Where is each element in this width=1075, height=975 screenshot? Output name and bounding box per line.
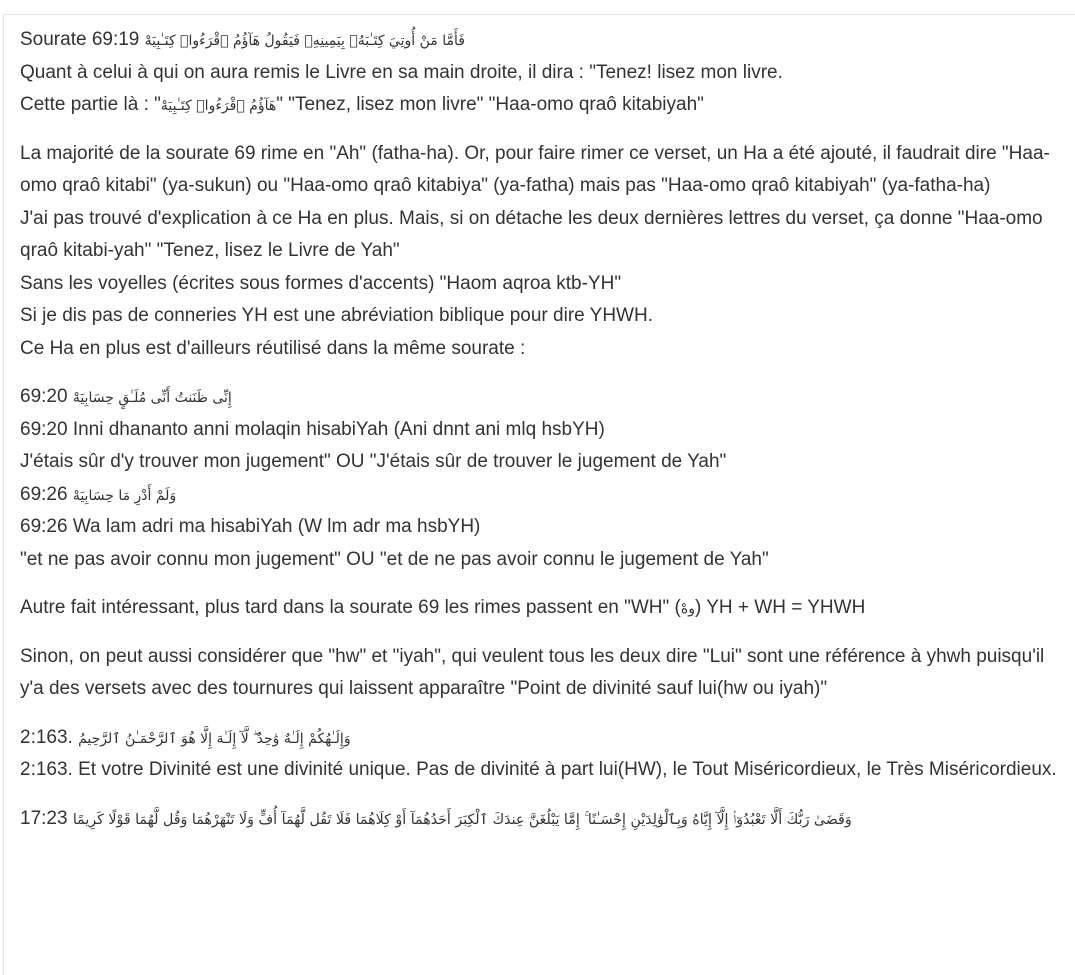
verse-reference: Sourate 69:19 bbox=[20, 29, 140, 50]
paragraph-verse-2-163 bbox=[20, 722, 1075, 787]
text-fragment: " "Tenez, lisez mon livre" "Haa-omo qraô kitabiyah" bbox=[276, 94, 704, 115]
paragraph-wh-rhyme bbox=[20, 592, 1075, 625]
text-line: Sinon, on peut aussi considérer que "hw" et "iyah", qui veulent tous les deux dire "Lui" sont une référence à yhwh puisqu'il y'a des versets avec des tournures qui laissent apparaître "Point de divinité sauf lui(hw ou iyah)" bbox=[20, 645, 1045, 699]
text-fragment: Cette partie là : " bbox=[20, 94, 161, 115]
arabic-fragment: وهْ bbox=[680, 601, 695, 617]
verse-line bbox=[20, 24, 1075, 57]
post-body bbox=[20, 24, 1075, 851]
text-line bbox=[20, 592, 1075, 625]
text-line: Si je dis pas de conneries YH est une abréviation biblique pour dire YHWH. bbox=[20, 305, 653, 326]
paragraph-verse-17-23 bbox=[20, 803, 1075, 836]
text-line: Sans les voyelles (écrites sous formes d'accents) "Haom aqroa ktb-YH" bbox=[20, 272, 622, 294]
verse-reference: 17:23 bbox=[20, 807, 68, 829]
text-line: 69:26 Wa lam adri ma hisabiYah (W lm adr ma hsbYH) bbox=[20, 516, 481, 537]
text-line: J'étais sûr d'y trouver mon jugement" OU "J'étais sûr de trouver le jugement de Yah" bbox=[20, 451, 727, 472]
verse-line bbox=[20, 803, 1075, 836]
text-line: La majorité de la sourate 69 rime en "Ah" (fatha-ha). Or, pour faire rimer ce verset, un Ha a été ajouté, il faudrait dire "Haa-omo qraô kitabi" (ya-sukun) ou "Haa-omo qraô kitabiya" (ya-fatha) mais pas "Haa-omo qraô kitabiyah" (ya-fatha-ha) bbox=[20, 142, 1050, 196]
arabic-fragment: هَآؤُمُ ٱقْرَءُوا۟ كِتَـٰبِيَهْ bbox=[160, 98, 277, 114]
paragraph-explanation bbox=[20, 138, 1075, 366]
text-fragment: Autre fait intéressant, plus tard dans la sourate 69 les rimes passent en "WH" ( bbox=[20, 597, 681, 618]
paragraph-verse-69-19 bbox=[20, 24, 1075, 122]
translation-line: Quant à celui à qui on aura remis le Livre en sa main droite, il dira : "Tenez! lisez mon livre. bbox=[20, 61, 783, 83]
arabic-verse: إِنِّى ظَنَنتُ أَنِّى مُلَـٰقٍ حِسَابِيَهْ bbox=[72, 390, 232, 406]
text-line: Ce Ha en plus est d'ailleurs réutilisé dans la même sourate : bbox=[20, 337, 526, 359]
paragraph-verses-69-20-26 bbox=[20, 381, 1075, 576]
arabic-verse: وَقَضَىٰ رَبُّكَ أَلَّا تَعْبُدُوٓا۟ إِلَّآ إِيَّاهُ وَبِٱلْوَٰلِدَيْنِ إِحْسَـٰنًا ۚ إِمَّا يَبْلُغَنَّ عِندَكَ ٱلْكِبَرَ أَحَدُهُمَآ أَوْ كِلَاهُمَا فَلَا تَقُل لَّهُمَآ أُفٍّ وَلَا تَنْهَرْهُمَا وَقُل لَّهُمَا قَوْلًا كَرِيمًا bbox=[72, 811, 852, 828]
verse-reference: 69:20 bbox=[20, 386, 68, 407]
text-line: J'ai pas trouvé d'explication à ce Ha en plus. Mais, si on détache les deux dernières lettres du verset, ça donne "Haa-omo qraô kitabi-yah" "Tenez, lisez le Livre de Yah" bbox=[20, 207, 1043, 261]
verse-line bbox=[20, 381, 1075, 414]
arabic-verse: فَأَمَّا مَنْ أُوتِيَ كِتَـٰبَهُۥ بِيَمِينِهِۦ فَيَقُولُ هَآؤُمُ ٱقْرَءُوا۟ كِتَـٰبِيَهْ bbox=[144, 33, 465, 49]
arabic-verse: وَلَمْ أَدْرِ مَا حِسَابِيَهْ bbox=[72, 487, 177, 504]
paragraph-hw-iyah bbox=[20, 641, 1075, 706]
text-line: "et ne pas avoir connu mon jugement" OU "et de ne pas avoir connu le jugement de Yah" bbox=[20, 548, 769, 570]
arabic-verse: وَإِلَـٰهُكُمْ إِلَـٰهٌ وَٰحِدٌ ۖ لَّآ إِلَـٰهَ إِلَّا هُوَ ٱلرَّحْمَـٰنُ ٱلرَّحِيمُ bbox=[78, 730, 351, 747]
verse-reference: 2:163. bbox=[20, 726, 73, 748]
text-line: 69:20 Inni dhananto anni molaqin hisabiYah (Ani dnnt ani mlq hsbYH) bbox=[20, 418, 605, 440]
verse-reference: 69:26 bbox=[20, 483, 68, 505]
verse-line bbox=[20, 479, 1075, 512]
translation-line: 2:163. Et votre Divinité est une divinité unique. Pas de divinité à part lui(HW), le Tout Miséricordieux, le Très Miséricordieux. bbox=[20, 759, 1057, 780]
text-line bbox=[20, 89, 1075, 122]
text-fragment: ) YH + WH = YHWH bbox=[694, 597, 866, 618]
verse-line bbox=[20, 722, 1075, 755]
